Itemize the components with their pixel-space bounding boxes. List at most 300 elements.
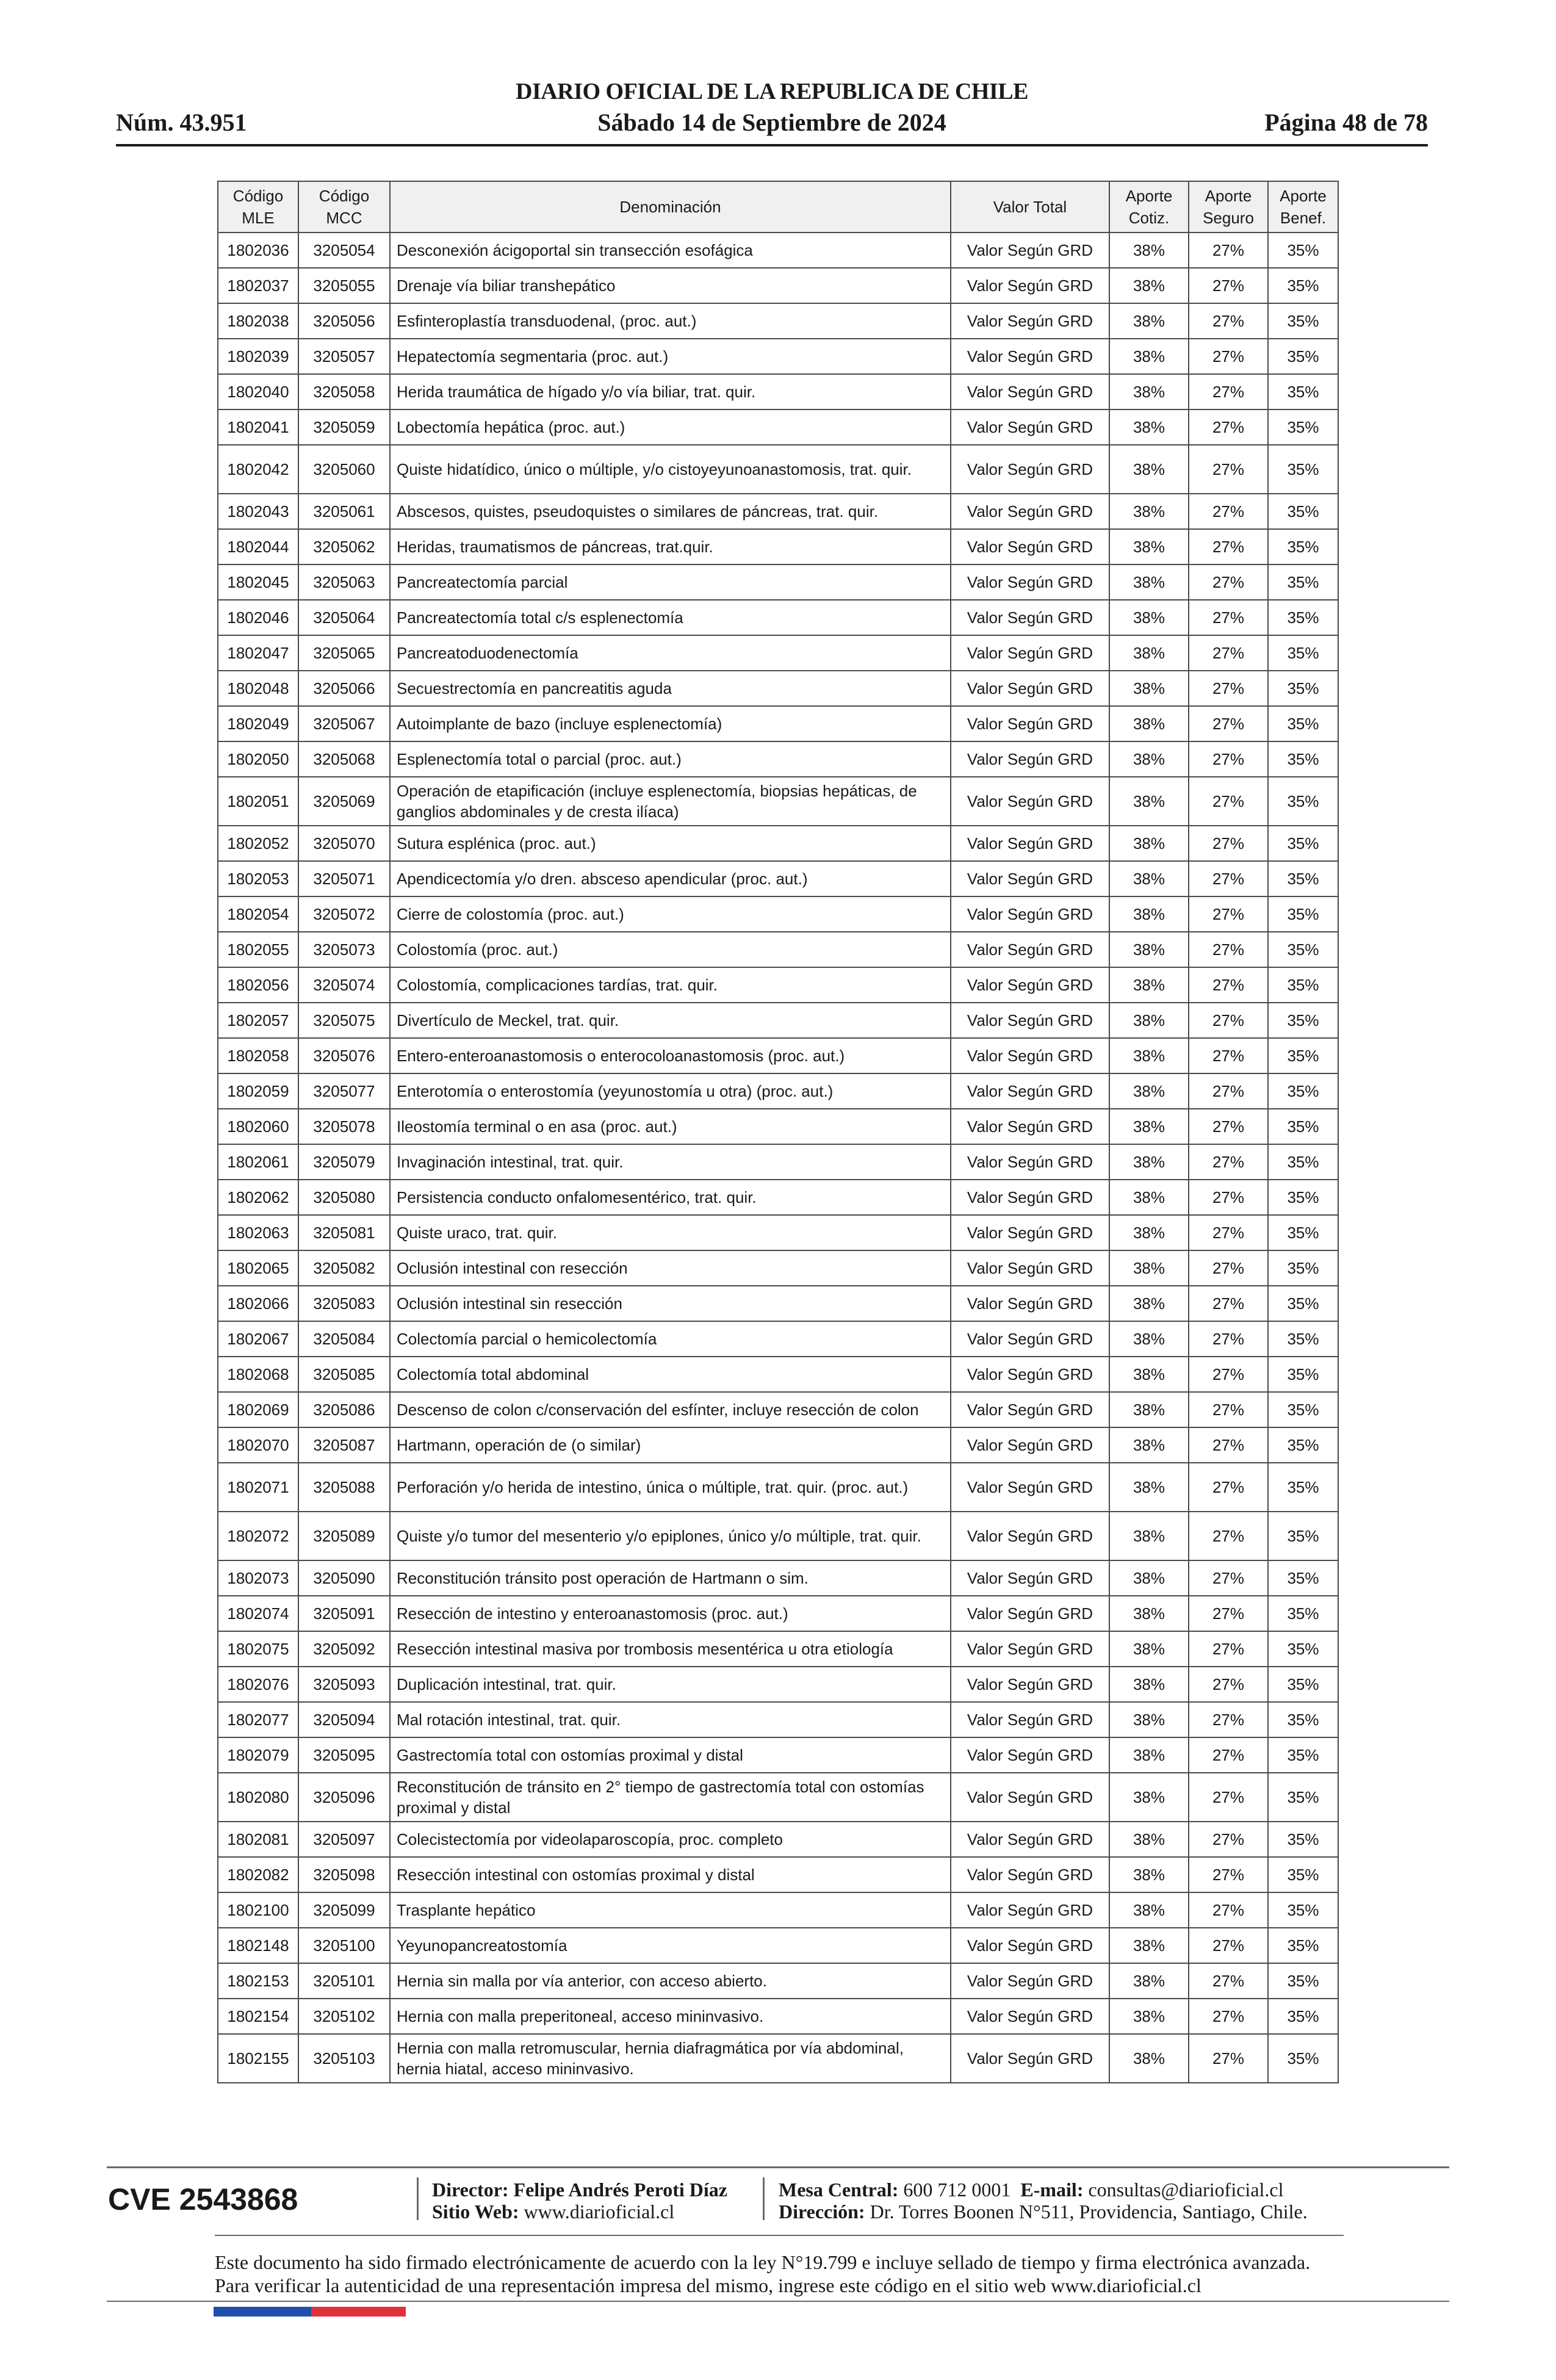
cell-aporte-seguro: 27%	[1189, 1963, 1268, 1999]
cell-codigo-mcc: 3205071	[298, 861, 390, 896]
cell-codigo-mcc: 3205080	[298, 1180, 390, 1215]
issue-number: Núm. 43.951	[116, 109, 247, 136]
cell-valor-total: Valor Según GRD	[951, 861, 1109, 896]
cell-codigo-mle: 1802044	[218, 529, 298, 564]
cell-valor-total: Valor Según GRD	[951, 1631, 1109, 1667]
cell-codigo-mcc: 3205069	[298, 777, 390, 826]
cell-codigo-mle: 1802100	[218, 1892, 298, 1928]
table-row	[218, 268, 1338, 303]
footer-mid-rule	[215, 2235, 1344, 2236]
cell-denominacion: Colectomía total abdominal	[390, 1357, 951, 1392]
cell-denominacion: Apendicectomía y/o dren. absceso apendicular (proc. aut.)	[390, 861, 951, 896]
footer-separator-2	[763, 2177, 765, 2220]
cell-codigo-mle: 1802040	[218, 374, 298, 409]
cell-codigo-mcc: 3205103	[298, 2034, 390, 2083]
cell-aporte-seguro: 27%	[1189, 861, 1268, 896]
cell-codigo-mcc: 3205075	[298, 1003, 390, 1038]
cell-aporte-benef: 35%	[1268, 1892, 1338, 1928]
cell-codigo-mcc: 3205065	[298, 635, 390, 671]
cell-aporte-benef: 35%	[1268, 1286, 1338, 1321]
cell-aporte-cotiz: 38%	[1109, 233, 1189, 268]
cell-codigo-mle: 1802155	[218, 2034, 298, 2083]
cell-valor-total: Valor Según GRD	[951, 671, 1109, 706]
cell-aporte-benef: 35%	[1268, 564, 1338, 600]
table-row	[218, 635, 1338, 671]
cell-codigo-mle: 1802042	[218, 445, 298, 494]
header-aporte-cotiz: Aporte Cotiz.	[1109, 181, 1189, 233]
cell-denominacion: Pancreatectomía total c/s esplenectomía	[390, 600, 951, 635]
cell-aporte-cotiz: 38%	[1109, 303, 1189, 339]
cell-codigo-mcc: 3205102	[298, 1999, 390, 2034]
cell-denominacion: Desconexión ácigoportal sin transección esofágica	[390, 233, 951, 268]
cell-valor-total: Valor Según GRD	[951, 1999, 1109, 2034]
cell-aporte-cotiz: 38%	[1109, 1857, 1189, 1892]
cell-aporte-seguro: 27%	[1189, 826, 1268, 861]
cell-denominacion: Yeyunopancreatostomía	[390, 1928, 951, 1963]
cell-codigo-mle: 1802066	[218, 1286, 298, 1321]
cell-denominacion: Resección intestinal con ostomías proximal y distal	[390, 1857, 951, 1892]
cell-codigo-mle: 1802075	[218, 1631, 298, 1667]
cell-aporte-cotiz: 38%	[1109, 564, 1189, 600]
cell-codigo-mle: 1802073	[218, 1560, 298, 1596]
cell-aporte-benef: 35%	[1268, 777, 1338, 826]
cell-denominacion: Perforación y/o herida de intestino, única o múltiple, trat. quir. (proc. aut.)	[390, 1463, 951, 1512]
cell-aporte-benef: 35%	[1268, 741, 1338, 777]
cell-codigo-mle: 1802065	[218, 1250, 298, 1286]
cell-aporte-benef: 35%	[1268, 268, 1338, 303]
cell-codigo-mle: 1802148	[218, 1928, 298, 1963]
cell-denominacion: Invaginación intestinal, trat. quir.	[390, 1144, 951, 1180]
cell-denominacion: Colostomía (proc. aut.)	[390, 932, 951, 967]
cell-codigo-mcc: 3205055	[298, 268, 390, 303]
cell-valor-total: Valor Según GRD	[951, 1109, 1109, 1144]
table-row	[218, 777, 1338, 826]
cell-codigo-mcc: 3205101	[298, 1963, 390, 1999]
cell-denominacion: Resección intestinal masiva por trombosis mesentérica u otra etiología	[390, 1631, 951, 1667]
cell-aporte-benef: 35%	[1268, 932, 1338, 967]
footer-director-block: Director: Felipe Andrés Peroti Díaz Sitio Web: www.diarioficial.cl	[432, 2179, 727, 2223]
table-row	[218, 1357, 1338, 1392]
brand-bar-red	[311, 2307, 406, 2317]
cell-codigo-mle: 1802036	[218, 233, 298, 268]
cell-denominacion: Esplenectomía total o parcial (proc. aut.)	[390, 741, 951, 777]
cell-codigo-mle: 1802062	[218, 1180, 298, 1215]
cell-aporte-seguro: 27%	[1189, 445, 1268, 494]
cell-aporte-cotiz: 38%	[1109, 1180, 1189, 1215]
cell-aporte-benef: 35%	[1268, 1357, 1338, 1392]
cell-aporte-cotiz: 38%	[1109, 1822, 1189, 1857]
cell-valor-total: Valor Según GRD	[951, 1512, 1109, 1560]
footer-bottom-rule	[107, 2301, 1449, 2302]
table-row	[218, 1596, 1338, 1631]
cell-aporte-seguro: 27%	[1189, 1357, 1268, 1392]
header-aporte-benef: Aporte Benef.	[1268, 181, 1338, 233]
cell-codigo-mle: 1802080	[218, 1773, 298, 1822]
cell-aporte-cotiz: 38%	[1109, 1892, 1189, 1928]
cell-aporte-benef: 35%	[1268, 1667, 1338, 1702]
header-aporte-seguro: Aporte Seguro	[1189, 181, 1268, 233]
cell-valor-total: Valor Según GRD	[951, 1857, 1109, 1892]
table-row	[218, 1003, 1338, 1038]
cell-valor-total: Valor Según GRD	[951, 741, 1109, 777]
cell-aporte-benef: 35%	[1268, 1250, 1338, 1286]
cell-codigo-mcc: 3205059	[298, 409, 390, 445]
cell-aporte-seguro: 27%	[1189, 494, 1268, 529]
cell-valor-total: Valor Según GRD	[951, 1144, 1109, 1180]
cell-codigo-mcc: 3205077	[298, 1073, 390, 1109]
cell-codigo-mle: 1802077	[218, 1702, 298, 1737]
procedures-table	[217, 181, 1339, 2083]
cell-codigo-mle: 1802049	[218, 706, 298, 741]
cell-aporte-seguro: 27%	[1189, 741, 1268, 777]
cell-valor-total: Valor Según GRD	[951, 529, 1109, 564]
table-row	[218, 896, 1338, 932]
cell-aporte-seguro: 27%	[1189, 1286, 1268, 1321]
footer-email-link[interactable]: consultas@diarioficial.cl	[1088, 2179, 1284, 2201]
cell-valor-total: Valor Según GRD	[951, 2034, 1109, 2083]
legal-notice: Este documento ha sido firmado electrónicamente de acuerdo con la ley N°19.799 e incluye sellado de tiempo y firma electrónica avanzada. Para verificar la autenticidad de una representación impresa del mismo, ingrese este código en el sitio web www.diarioficial.cl	[215, 2251, 1311, 2296]
table-row	[218, 374, 1338, 409]
cell-aporte-benef: 35%	[1268, 671, 1338, 706]
cell-aporte-seguro: 27%	[1189, 564, 1268, 600]
cell-denominacion: Quiste hidatídico, único o múltiple, y/o cistoyeyunoanastomosis, trat. quir.	[390, 445, 951, 494]
cell-aporte-cotiz: 38%	[1109, 374, 1189, 409]
cell-codigo-mle: 1802153	[218, 1963, 298, 1999]
table-row	[218, 1999, 1338, 2034]
cell-aporte-cotiz: 38%	[1109, 635, 1189, 671]
cell-denominacion: Hartmann, operación de (o similar)	[390, 1427, 951, 1463]
cell-aporte-benef: 35%	[1268, 1857, 1338, 1892]
table-row	[218, 1963, 1338, 1999]
cell-codigo-mle: 1802059	[218, 1073, 298, 1109]
cell-codigo-mcc: 3205082	[298, 1250, 390, 1286]
cell-codigo-mcc: 3205068	[298, 741, 390, 777]
cell-codigo-mcc: 3205083	[298, 1286, 390, 1321]
cell-aporte-seguro: 27%	[1189, 409, 1268, 445]
cell-denominacion: Cierre de colostomía (proc. aut.)	[390, 896, 951, 932]
cell-codigo-mle: 1802070	[218, 1427, 298, 1463]
cell-aporte-benef: 35%	[1268, 1560, 1338, 1596]
cell-codigo-mle: 1802072	[218, 1512, 298, 1560]
cell-aporte-seguro: 27%	[1189, 1180, 1268, 1215]
table-row	[218, 529, 1338, 564]
cell-codigo-mle: 1802058	[218, 1038, 298, 1073]
cell-codigo-mcc: 3205074	[298, 967, 390, 1003]
cell-valor-total: Valor Según GRD	[951, 1702, 1109, 1737]
cell-codigo-mcc: 3205073	[298, 932, 390, 967]
table-row	[218, 741, 1338, 777]
cell-codigo-mcc: 3205097	[298, 1822, 390, 1857]
table-row	[218, 1822, 1338, 1857]
cell-aporte-seguro: 27%	[1189, 1073, 1268, 1109]
cell-aporte-seguro: 27%	[1189, 1667, 1268, 1702]
cell-denominacion: Autoimplante de bazo (incluye esplenectomía)	[390, 706, 951, 741]
cell-denominacion: Hernia con malla preperitoneal, acceso mininvasivo.	[390, 1999, 951, 2034]
cell-codigo-mcc: 3205086	[298, 1392, 390, 1427]
cell-denominacion: Colostomía, complicaciones tardías, trat. quir.	[390, 967, 951, 1003]
cell-codigo-mcc: 3205084	[298, 1321, 390, 1357]
cell-codigo-mle: 1802047	[218, 635, 298, 671]
cell-codigo-mle: 1802074	[218, 1596, 298, 1631]
table-body	[218, 233, 1338, 2083]
cell-valor-total: Valor Según GRD	[951, 339, 1109, 374]
cell-valor-total: Valor Según GRD	[951, 409, 1109, 445]
cell-codigo-mle: 1802054	[218, 896, 298, 932]
cell-aporte-cotiz: 38%	[1109, 1109, 1189, 1144]
cell-aporte-benef: 35%	[1268, 1427, 1338, 1463]
table-row	[218, 445, 1338, 494]
cell-valor-total: Valor Según GRD	[951, 1286, 1109, 1321]
cell-aporte-benef: 35%	[1268, 2034, 1338, 2083]
cell-aporte-benef: 35%	[1268, 1463, 1338, 1512]
cve-code: CVE 2543868	[108, 2182, 298, 2216]
header-codigo-mle: Código MLE	[218, 181, 298, 233]
cell-aporte-seguro: 27%	[1189, 1038, 1268, 1073]
cell-aporte-benef: 35%	[1268, 826, 1338, 861]
publication-title: DIARIO OFICIAL DE LA REPUBLICA DE CHILE	[516, 79, 1028, 104]
cell-aporte-benef: 35%	[1268, 374, 1338, 409]
cell-aporte-cotiz: 38%	[1109, 1215, 1189, 1250]
cell-aporte-seguro: 27%	[1189, 671, 1268, 706]
cell-aporte-seguro: 27%	[1189, 1999, 1268, 2034]
cell-aporte-benef: 35%	[1268, 1822, 1338, 1857]
cell-codigo-mle: 1802082	[218, 1857, 298, 1892]
cell-aporte-cotiz: 38%	[1109, 1667, 1189, 1702]
cell-aporte-seguro: 27%	[1189, 233, 1268, 268]
cell-valor-total: Valor Según GRD	[951, 1250, 1109, 1286]
cell-valor-total: Valor Según GRD	[951, 1773, 1109, 1822]
cell-denominacion: Colecistectomía por videolaparoscopía, proc. completo	[390, 1822, 951, 1857]
cell-aporte-benef: 35%	[1268, 706, 1338, 741]
cell-codigo-mle: 1802045	[218, 564, 298, 600]
table-row	[218, 1215, 1338, 1250]
cell-aporte-cotiz: 38%	[1109, 671, 1189, 706]
table-row	[218, 1857, 1338, 1892]
header-valor-total: Valor Total	[951, 181, 1109, 233]
cell-aporte-seguro: 27%	[1189, 967, 1268, 1003]
cell-aporte-benef: 35%	[1268, 1392, 1338, 1427]
cell-codigo-mle: 1802037	[218, 268, 298, 303]
cell-aporte-seguro: 27%	[1189, 1463, 1268, 1512]
page-header	[116, 78, 1428, 146]
cell-valor-total: Valor Según GRD	[951, 896, 1109, 932]
cell-aporte-cotiz: 38%	[1109, 1737, 1189, 1773]
cell-aporte-benef: 35%	[1268, 967, 1338, 1003]
cell-aporte-seguro: 27%	[1189, 374, 1268, 409]
cell-aporte-cotiz: 38%	[1109, 2034, 1189, 2083]
cell-denominacion: Pancreatectomía parcial	[390, 564, 951, 600]
cell-codigo-mcc: 3205078	[298, 1109, 390, 1144]
cell-aporte-cotiz: 38%	[1109, 445, 1189, 494]
cell-aporte-seguro: 27%	[1189, 1928, 1268, 1963]
cell-codigo-mcc: 3205079	[298, 1144, 390, 1180]
cell-valor-total: Valor Según GRD	[951, 233, 1109, 268]
footer-site-link[interactable]: www.diarioficial.cl	[524, 2201, 675, 2223]
cell-codigo-mcc: 3205056	[298, 303, 390, 339]
cell-valor-total: Valor Según GRD	[951, 268, 1109, 303]
cell-aporte-seguro: 27%	[1189, 1631, 1268, 1667]
cell-aporte-seguro: 27%	[1189, 1737, 1268, 1773]
cell-denominacion: Enterotomía o enterostomía (yeyunostomía u otra) (proc. aut.)	[390, 1073, 951, 1109]
cell-codigo-mle: 1802050	[218, 741, 298, 777]
cell-denominacion: Quiste y/o tumor del mesenterio y/o epiplones, único y/o múltiple, trat. quir.	[390, 1512, 951, 1560]
table-row	[218, 1702, 1338, 1737]
table-row	[218, 1892, 1338, 1928]
cell-aporte-cotiz: 38%	[1109, 1463, 1189, 1512]
cell-aporte-seguro: 27%	[1189, 1596, 1268, 1631]
cell-codigo-mcc: 3205062	[298, 529, 390, 564]
table-row	[218, 861, 1338, 896]
cell-aporte-seguro: 27%	[1189, 268, 1268, 303]
cell-aporte-benef: 35%	[1268, 339, 1338, 374]
cell-aporte-benef: 35%	[1268, 861, 1338, 896]
cell-codigo-mcc: 3205088	[298, 1463, 390, 1512]
cell-aporte-cotiz: 38%	[1109, 777, 1189, 826]
table-row	[218, 339, 1338, 374]
cell-aporte-seguro: 27%	[1189, 1822, 1268, 1857]
cell-codigo-mcc: 3205096	[298, 1773, 390, 1822]
cell-aporte-benef: 35%	[1268, 1215, 1338, 1250]
cell-codigo-mle: 1802055	[218, 932, 298, 967]
cell-aporte-cotiz: 38%	[1109, 339, 1189, 374]
cell-aporte-cotiz: 38%	[1109, 1928, 1189, 1963]
cell-aporte-seguro: 27%	[1189, 635, 1268, 671]
cell-aporte-benef: 35%	[1268, 1928, 1338, 1963]
cell-denominacion: Drenaje vía biliar transhepático	[390, 268, 951, 303]
cell-denominacion: Operación de etapificación (incluye esplenectomía, biopsias hepáticas, de ganglios abdominales y de cresta ilíaca)	[390, 777, 951, 826]
cell-aporte-cotiz: 38%	[1109, 1631, 1189, 1667]
cell-aporte-seguro: 27%	[1189, 529, 1268, 564]
cell-aporte-benef: 35%	[1268, 1512, 1338, 1560]
table-row	[218, 2034, 1338, 2083]
cell-aporte-benef: 35%	[1268, 1073, 1338, 1109]
cell-codigo-mcc: 3205064	[298, 600, 390, 635]
cell-codigo-mcc: 3205072	[298, 896, 390, 932]
cell-codigo-mcc: 3205067	[298, 706, 390, 741]
table-row	[218, 1631, 1338, 1667]
cell-denominacion: Mal rotación intestinal, trat. quir.	[390, 1702, 951, 1737]
cell-codigo-mcc: 3205060	[298, 445, 390, 494]
footer-contact-block: Mesa Central: 600 712 0001 E-mail: consultas@diarioficial.cl Dirección: Dr. Torres Boonen N°511, Providencia, Santiago, Chile.	[779, 2179, 1308, 2223]
cell-aporte-seguro: 27%	[1189, 896, 1268, 932]
cell-denominacion: Quiste uraco, trat. quir.	[390, 1215, 951, 1250]
cell-codigo-mcc: 3205095	[298, 1737, 390, 1773]
cell-aporte-seguro: 27%	[1189, 932, 1268, 967]
table-row	[218, 1073, 1338, 1109]
cell-valor-total: Valor Según GRD	[951, 600, 1109, 635]
cell-aporte-benef: 35%	[1268, 1180, 1338, 1215]
cell-aporte-cotiz: 38%	[1109, 1003, 1189, 1038]
cell-valor-total: Valor Según GRD	[951, 635, 1109, 671]
table-row	[218, 671, 1338, 706]
table-row	[218, 1427, 1338, 1463]
cell-valor-total: Valor Según GRD	[951, 1560, 1109, 1596]
cell-codigo-mle: 1802039	[218, 339, 298, 374]
cell-aporte-benef: 35%	[1268, 635, 1338, 671]
cell-aporte-cotiz: 38%	[1109, 1596, 1189, 1631]
cell-valor-total: Valor Según GRD	[951, 1463, 1109, 1512]
cell-aporte-benef: 35%	[1268, 1144, 1338, 1180]
cell-aporte-seguro: 27%	[1189, 1003, 1268, 1038]
table-row	[218, 494, 1338, 529]
table-row	[218, 409, 1338, 445]
cell-denominacion: Hernia sin malla por vía anterior, con acceso abierto.	[390, 1963, 951, 1999]
cell-codigo-mcc: 3205081	[298, 1215, 390, 1250]
cell-codigo-mcc: 3205085	[298, 1357, 390, 1392]
cell-denominacion: Persistencia conducto onfalomesentérico, trat. quir.	[390, 1180, 951, 1215]
cell-aporte-cotiz: 38%	[1109, 741, 1189, 777]
table-row	[218, 1512, 1338, 1560]
cell-codigo-mcc: 3205089	[298, 1512, 390, 1560]
cell-aporte-seguro: 27%	[1189, 339, 1268, 374]
cell-denominacion: Herida traumática de hígado y/o vía biliar, trat. quir.	[390, 374, 951, 409]
cell-denominacion: Reconstitución tránsito post operación de Hartmann o sim.	[390, 1560, 951, 1596]
cell-denominacion: Resección de intestino y enteroanastomosis (proc. aut.)	[390, 1596, 951, 1631]
cell-aporte-benef: 35%	[1268, 233, 1338, 268]
table-row	[218, 826, 1338, 861]
header-codigo-mcc: Código MCC	[298, 181, 390, 233]
cell-codigo-mcc: 3205090	[298, 1560, 390, 1596]
cell-codigo-mle: 1802067	[218, 1321, 298, 1357]
cell-valor-total: Valor Según GRD	[951, 1928, 1109, 1963]
cell-aporte-benef: 35%	[1268, 1963, 1338, 1999]
cell-denominacion: Divertículo de Meckel, trat. quir.	[390, 1003, 951, 1038]
cell-aporte-cotiz: 38%	[1109, 529, 1189, 564]
cell-aporte-benef: 35%	[1268, 1999, 1338, 2034]
cell-aporte-seguro: 27%	[1189, 1215, 1268, 1250]
cell-codigo-mle: 1802061	[218, 1144, 298, 1180]
cell-denominacion: Abscesos, quistes, pseudoquistes o similares de páncreas, trat. quir.	[390, 494, 951, 529]
cell-codigo-mcc: 3205063	[298, 564, 390, 600]
table-row	[218, 1463, 1338, 1512]
cell-valor-total: Valor Según GRD	[951, 1892, 1109, 1928]
cell-valor-total: Valor Según GRD	[951, 374, 1109, 409]
cell-denominacion: Sutura esplénica (proc. aut.)	[390, 826, 951, 861]
cell-codigo-mle: 1802051	[218, 777, 298, 826]
cell-aporte-cotiz: 38%	[1109, 932, 1189, 967]
table-row	[218, 967, 1338, 1003]
cell-denominacion: Heridas, traumatismos de páncreas, trat.quir.	[390, 529, 951, 564]
cell-codigo-mle: 1802071	[218, 1463, 298, 1512]
cell-valor-total: Valor Según GRD	[951, 494, 1109, 529]
cell-codigo-mle: 1802041	[218, 409, 298, 445]
cell-valor-total: Valor Según GRD	[951, 932, 1109, 967]
cell-valor-total: Valor Según GRD	[951, 564, 1109, 600]
cell-aporte-cotiz: 38%	[1109, 1321, 1189, 1357]
cell-aporte-cotiz: 38%	[1109, 1512, 1189, 1560]
cell-aporte-seguro: 27%	[1189, 706, 1268, 741]
cell-aporte-benef: 35%	[1268, 1109, 1338, 1144]
cell-aporte-cotiz: 38%	[1109, 1286, 1189, 1321]
cell-aporte-cotiz: 38%	[1109, 896, 1189, 932]
cell-valor-total: Valor Según GRD	[951, 1392, 1109, 1427]
cell-denominacion: Pancreatoduodenectomía	[390, 635, 951, 671]
cell-codigo-mcc: 3205094	[298, 1702, 390, 1737]
cell-aporte-cotiz: 38%	[1109, 600, 1189, 635]
cell-aporte-seguro: 27%	[1189, 303, 1268, 339]
cell-denominacion: Oclusión intestinal con resección	[390, 1250, 951, 1286]
cell-aporte-cotiz: 38%	[1109, 409, 1189, 445]
cell-aporte-cotiz: 38%	[1109, 1144, 1189, 1180]
table-row	[218, 1109, 1338, 1144]
cell-valor-total: Valor Según GRD	[951, 1357, 1109, 1392]
cell-codigo-mle: 1802046	[218, 600, 298, 635]
cell-aporte-cotiz: 38%	[1109, 1999, 1189, 2034]
table-row	[218, 1180, 1338, 1215]
cell-codigo-mle: 1802079	[218, 1737, 298, 1773]
table-row	[218, 1667, 1338, 1702]
cell-valor-total: Valor Según GRD	[951, 445, 1109, 494]
